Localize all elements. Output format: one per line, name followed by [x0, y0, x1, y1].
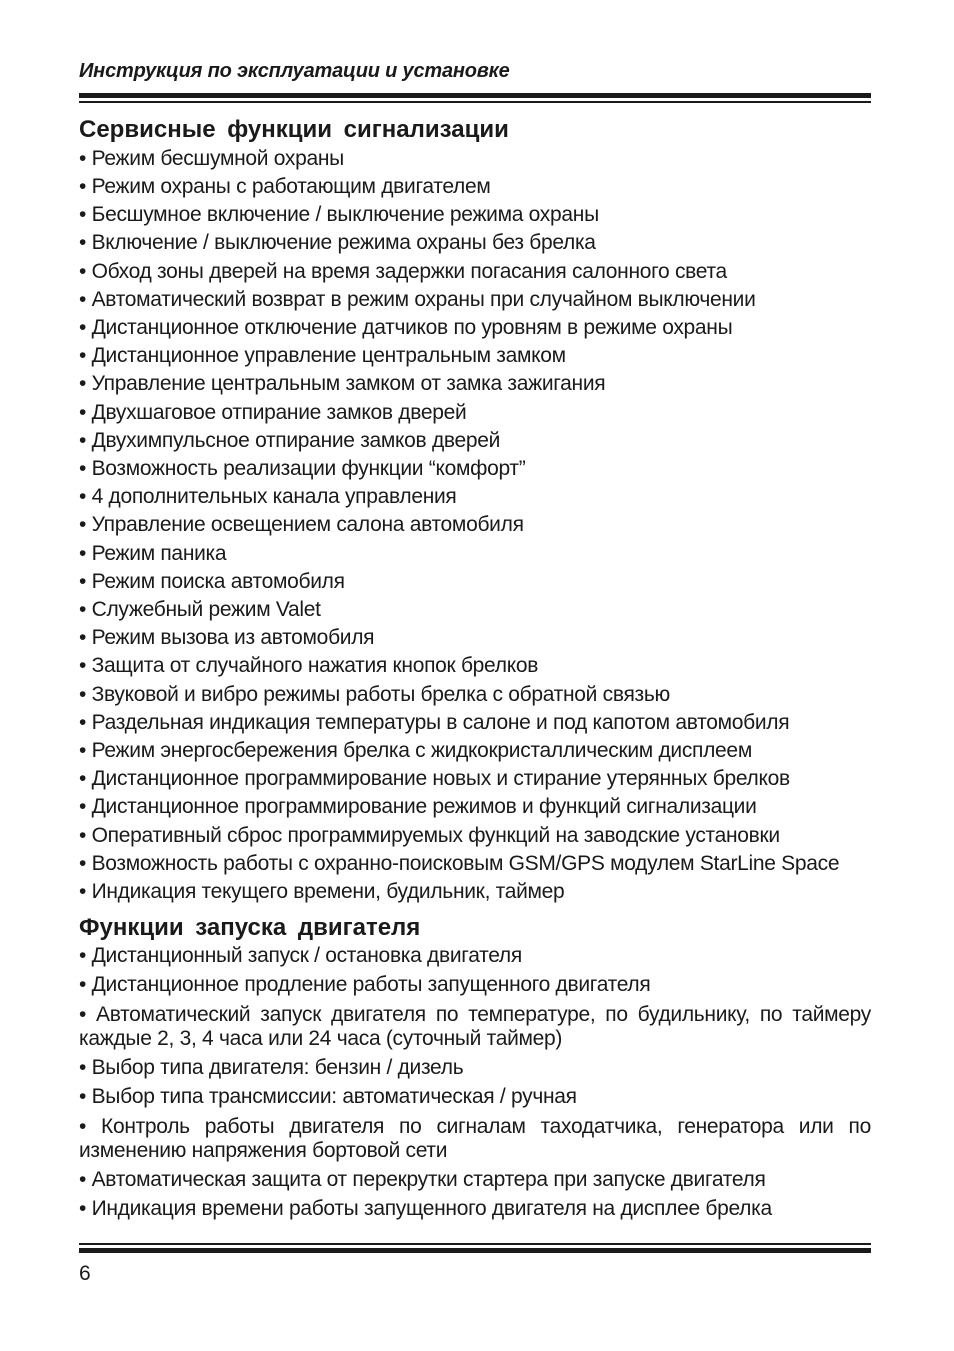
- list-item: • Выбор типа трансмиссии: автоматическая / ручная: [79, 1085, 577, 1109]
- header-rule-thick: [79, 93, 871, 98]
- list-item: • 4 дополнительных канала управления: [79, 485, 457, 509]
- engine-start-functions-list: [79, 944, 871, 1221]
- list-item: • Режим вызова из автомобиля: [79, 626, 375, 650]
- list-item: • Управление освещением салона автомобиля: [79, 513, 524, 537]
- page-content: [79, 116, 871, 1227]
- list-item: • Режим паника: [79, 541, 227, 565]
- list-item: • Дистанционное управление центральным замком: [79, 344, 566, 368]
- list-item: • Возможность реализации функции “комфорт”: [79, 457, 526, 481]
- list-item: • Автоматический возврат в режим охраны при случайном выключении: [79, 287, 756, 311]
- list-item: • Индикация текущего времени, будильник, таймер: [79, 880, 565, 904]
- list-item: • Режим энергосбережения брелка с жидкокристаллическим дисплеем: [79, 739, 752, 763]
- list-item: • Режим охраны с работающим двигателем: [79, 175, 491, 198]
- list-item: • Управление центральным замком от замка зажигания: [79, 372, 606, 396]
- list-item: • Оперативный сброс программируемых функций на заводские установки: [79, 823, 780, 847]
- list-item: • Включение / выключение режима охраны без брелка: [79, 231, 596, 255]
- list-item: • Автоматический запуск двигателя по температуре, по будильнику, по таймеру каждые 2, 3, 4 часа или 24 часа (суточный таймер): [79, 1002, 871, 1050]
- list-item: • Дистанционное отключение датчиков по уровням в режиме охраны: [79, 316, 733, 340]
- list-item: • Двухимпульсное отпирание замков дверей: [79, 428, 501, 452]
- section-title-engine-start-functions: Функции запуска двигателя: [79, 914, 421, 942]
- section-title-service-functions: Сервисные функции сигнализации: [79, 116, 509, 143]
- list-item: • Дистанционное программирование новых и стирание утерянных брелков: [79, 767, 790, 791]
- list-item: • Индикация времени работы запущенного двигателя на дисплее брелка: [79, 1197, 772, 1221]
- list-item: • Выбор типа двигателя: бензин / дизель: [79, 1056, 464, 1080]
- running-header: Инструкция по эксплуатации и установке: [79, 60, 510, 82]
- list-item: • Дистанционное программирование режимов и функций сигнализации: [79, 795, 757, 819]
- list-item: • Дистанционное продление работы запущенного двигателя: [79, 973, 651, 997]
- page-number: 6: [79, 1262, 91, 1285]
- service-functions-list: [79, 145, 871, 906]
- list-item: • Звуковой и вибро режимы работы брелка с обратной связью: [79, 682, 670, 706]
- list-item: • Возможность работы с охранно-поисковым GSM/GPS модулем StarLine Space: [79, 851, 840, 875]
- list-item: • Защита от случайного нажатия кнопок брелков: [79, 654, 539, 678]
- list-item: • Бесшумное включение / выключение режима охраны: [79, 203, 599, 227]
- list-item: • Двухшаговое отпирание замков дверей: [79, 400, 467, 424]
- footer-rule-thick: [79, 1248, 871, 1253]
- list-item: • Обход зоны дверей на время задержки погасания салонного света: [79, 259, 727, 283]
- list-item: • Контроль работы двигателя по сигналам таходатчика, генератора или по изменению напряжения бортовой сети: [79, 1114, 871, 1162]
- list-item: • Раздельная индикация температуры в салоне и под капотом автомобиля: [79, 710, 790, 734]
- footer-rule-thin: [79, 1243, 871, 1245]
- list-item: • Служебный режим Valet: [79, 598, 321, 622]
- list-item: • Режим поиска автомобиля: [79, 569, 345, 593]
- list-item: • Автоматическая защита от перекрутки стартера при запуске двигателя: [79, 1168, 766, 1192]
- list-item: • Режим бесшумной охраны: [79, 146, 344, 170]
- header-rule-thin: [79, 101, 871, 103]
- list-item: • Дистанционный запуск / остановка двигателя: [79, 944, 522, 968]
